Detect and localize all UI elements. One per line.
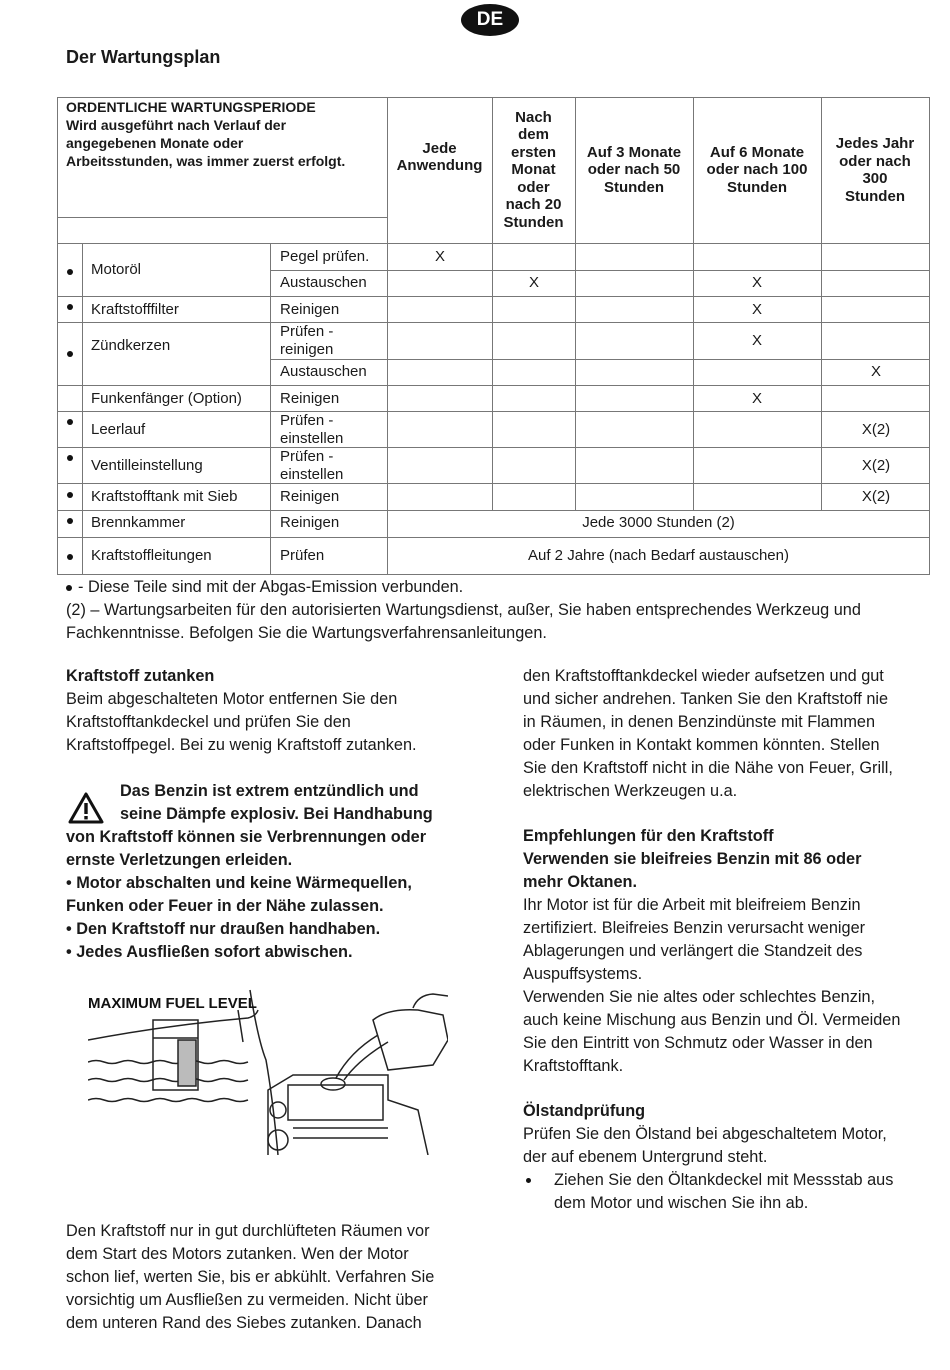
emission-bullet <box>67 304 73 310</box>
paragraph-line: Ablagerungen und verlängert die Standzeit des <box>523 942 863 960</box>
left-column <box>66 665 476 1332</box>
paragraph-line: schon lief, werten Sie, bis er abkühlt. Verfahren Sie <box>66 1268 435 1286</box>
emission-bullet <box>67 269 73 275</box>
warning-line: • Jedes Ausfließen sofort abwischen. <box>66 943 353 961</box>
schedule-mark: X <box>528 274 539 291</box>
row-item-leitungen: Kraftstoffleitungen <box>91 547 212 564</box>
paragraph-line: dem Start des Motors zutanken. Wen der Motor <box>66 1245 409 1263</box>
emission-bullet <box>67 518 73 524</box>
row-item-tank: Kraftstofftank mit Sieb <box>91 488 238 505</box>
row-item-motoroel: Motoröl <box>91 261 142 278</box>
warning-triangle-icon <box>68 792 104 824</box>
service-note-line1: (2) – Wartungsarbeiten für den autorisierten Wartungsdienst, außer, Sie haben entsprechendes Werkzeug und <box>66 601 861 619</box>
schedule-mark: X(2) <box>861 421 891 438</box>
warning-line: von Kraftstoff können sie Verbrennungen oder <box>66 828 427 846</box>
max-fuel-level-label: MAXIMUM FUEL LEVEL <box>88 995 257 1012</box>
language-badge: DE <box>461 4 519 36</box>
row-item-leerlauf: Leerlauf <box>91 421 146 438</box>
paragraph-line: elektrischen Werkzeugen u.a. <box>523 782 738 800</box>
paragraph-line: mehr Oktanen. <box>523 873 638 891</box>
paragraph-line: vorsichtig um Ausfließen zu vermeiden. Nicht über <box>66 1291 428 1309</box>
paragraph-line: Sie den Eintritt von Schmutz oder Wasser in den <box>523 1034 873 1052</box>
row-action: Reinigen <box>280 488 340 505</box>
paragraph-line: Ziehen Sie den Öltankdeckel mit Messstab aus <box>554 1171 894 1189</box>
paragraph-line: dem Motor und wischen Sie ihn ab. <box>554 1194 809 1212</box>
paragraph-line: der auf ebenem Untergrund steht. <box>523 1148 768 1166</box>
warning-line: Funken oder Feuer in der Nähe zulassen. <box>66 897 384 915</box>
paragraph-line: Auspuffsystems. <box>523 965 643 983</box>
col-header-each-use: Jede Anwendung <box>396 139 483 174</box>
row-action: Austauschen <box>280 363 367 380</box>
paragraph-line: dem unteren Rand des Siebes zutanken. Danach <box>66 1314 422 1332</box>
paragraph-line: Den Kraftstoff nur in gut durchlüfteten Räumen vor <box>66 1222 430 1240</box>
emission-bullet <box>67 554 73 560</box>
schedule-mark: X(2) <box>861 488 891 505</box>
row-action: Reinigen <box>280 390 340 407</box>
emission-note: - Diese Teile sind mit der Abgas-Emission verbunden. <box>66 576 463 599</box>
paragraph-line: Kraftstoffpegel. Bei zu wenig Kraftstoff zutanken. <box>66 736 417 754</box>
col-header-yearly: Jedes Jahr oder nach 300 Stunden <box>835 135 915 205</box>
row-item-ventil: Ventilleinstellung <box>91 457 203 474</box>
row-action: Prüfen <box>280 547 325 564</box>
list-item <box>523 1169 923 1215</box>
paragraph-line: Beim abgeschalteten Motor entfernen Sie den <box>66 690 398 708</box>
emission-bullet <box>67 455 73 461</box>
row-action: einstellen <box>280 430 344 447</box>
row-item-funkenfaenger: Funkenfänger (Option) <box>91 390 242 407</box>
bullet-icon <box>526 1178 531 1183</box>
warning-line: ernste Verletzungen erleiden. <box>66 851 293 869</box>
fueling-followup <box>66 1220 434 1335</box>
row-item-zuendkerzen: Zündkerzen <box>91 337 171 354</box>
section-heading-oil-check: Ölstandprüfung <box>523 1102 646 1120</box>
maintenance-table <box>57 97 930 575</box>
right-column <box>523 665 923 1215</box>
paragraph-line: oder Funken in Kontakt kommen könnten. Stellen <box>523 736 880 754</box>
paragraph-line: auch keine Mischung aus Benzin und Öl. Vermeiden <box>523 1011 901 1029</box>
section-heading-fuel-recommendations: Empfehlungen für den Kraftstoff <box>523 827 774 845</box>
paragraph-line: Verwenden Sie nie altes oder schlechtes Benzin, <box>523 988 876 1006</box>
warning-line: • Den Kraftstoff nur draußen handhaben. <box>66 920 381 938</box>
paragraph-line: Prüfen Sie den Ölstand bei abgeschaltetem Motor, <box>523 1125 887 1143</box>
row-action: Prüfen - <box>280 323 334 340</box>
warning-line: Das Benzin ist extrem entzündlich und <box>120 782 419 800</box>
schedule-mark: X <box>434 248 445 265</box>
paragraph-line: Kraftstofftank. <box>523 1057 624 1075</box>
row-item-kraftstofffilter: Kraftstofffilter <box>91 301 179 318</box>
emission-bullet <box>67 351 73 357</box>
schedule-mark: X <box>751 274 762 291</box>
fuel-warning <box>66 780 486 964</box>
paragraph-line: in Räumen, in denen Benzindünste mit Flammen <box>523 713 876 731</box>
schedule-span-text: Jede 3000 Stunden (2) <box>582 514 735 531</box>
paragraph-line: zertifiziert. Bleifreies Benzin verursacht weniger <box>523 919 866 937</box>
col-header-6-months: Auf 6 Monate oder nach 100 Stunden <box>706 143 808 196</box>
paragraph-line: Sie den Kraftstoff nicht in die Nähe von Feuer, Grill, <box>523 759 893 777</box>
warning-line: seine Dämpfe explosiv. Bei Handhabung <box>120 805 433 823</box>
paragraph-line: Ihr Motor ist für die Arbeit mit bleifreiem Benzin <box>523 896 861 914</box>
schedule-mark: X <box>870 363 881 380</box>
schedule-mark: X <box>751 390 762 407</box>
page-title: Der Wartungsplan <box>66 47 221 67</box>
emission-bullet <box>67 419 73 425</box>
table-header-title: ORDENTLICHE WARTUNGSPERIODE Wird ausgeführt nach Verlauf der angegebenen Monate oder Arbeitsstunden, was immer zuerst erfolgt. <box>66 99 346 169</box>
row-action: Pegel prüfen. <box>280 248 370 265</box>
emission-bullet <box>67 492 73 498</box>
section-heading-fueling: Kraftstoff zutanken <box>66 667 215 685</box>
fuel-level-illustration <box>88 980 448 1155</box>
col-header-3-months: Auf 3 Monate oder nach 50 Stunden <box>586 143 682 196</box>
row-action: Austauschen <box>280 274 367 291</box>
row-action: einstellen <box>280 466 344 483</box>
paragraph-line: Verwenden sie bleifreies Benzin mit 86 oder <box>523 850 862 868</box>
row-action: Reinigen <box>280 301 340 318</box>
row-action: Prüfen - <box>280 412 334 429</box>
row-action: Reinigen <box>280 514 340 531</box>
schedule-mark: X <box>751 332 762 349</box>
service-note-line2: Fachkenntnisse. Befolgen Sie die Wartungsverfahrensanleitungen. <box>66 624 547 642</box>
schedule-mark: X(2) <box>861 457 891 474</box>
schedule-mark: X <box>751 301 762 318</box>
row-item-brennkammer: Brennkammer <box>91 514 186 531</box>
schedule-span-text: Auf 2 Jahre (nach Bedarf austauschen) <box>528 547 789 564</box>
col-header-first-month: Nach dem ersten Monat oder nach 20 Stunden <box>503 108 564 231</box>
warning-line: • Motor abschalten und keine Wärmequellen, <box>66 874 412 892</box>
paragraph-line: den Kraftstofftankdeckel wieder aufsetzen und gut <box>523 667 884 685</box>
paragraph-line: Kraftstofftankdeckel und prüfen Sie den <box>66 713 351 731</box>
row-action: reinigen <box>280 341 334 358</box>
row-action: Prüfen - <box>280 448 334 465</box>
paragraph-line: und sicher andrehen. Tanken Sie den Kraftstoff nie <box>523 690 889 708</box>
